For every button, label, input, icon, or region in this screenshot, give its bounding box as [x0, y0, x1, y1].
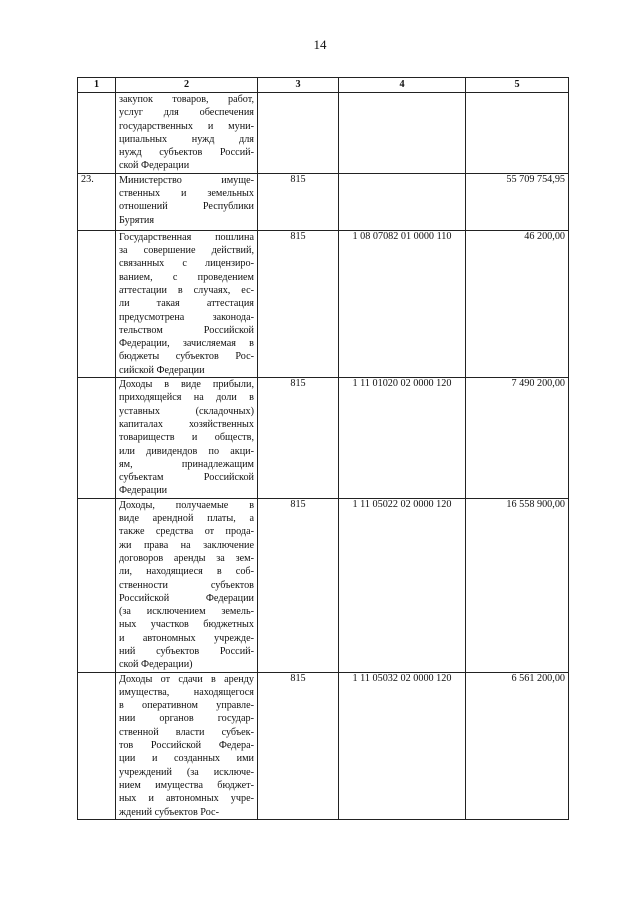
column-header: 2: [116, 78, 258, 93]
income-name-line: Федерации: [119, 485, 168, 497]
income-name-line: услуг для обеспечения: [119, 107, 254, 119]
income-name-line: ных участков бюджетных: [119, 619, 254, 631]
table-header-row: [78, 78, 569, 93]
income-name-line: государственных и муни-: [119, 120, 254, 132]
income-name-line: капиталах хозяйственных: [119, 418, 254, 430]
income-name-line: тов Российской Федера-: [119, 740, 254, 752]
income-name-line: нием имущества бюджет-: [119, 779, 254, 791]
income-name-line: закупок товаров, работ,: [119, 94, 254, 105]
income-name-line: ли такая аттестация: [119, 298, 254, 310]
row-number-cell: [78, 378, 116, 499]
admin-code-cell: [258, 93, 339, 174]
income-name-line: Государственная пошлина: [119, 231, 254, 243]
income-name-line: приходящейся на доли в: [119, 392, 254, 404]
income-name-line: ли, находящиеся в соб-: [119, 566, 254, 578]
income-name-line: учреждений (за исключе-: [119, 766, 254, 778]
income-name-line: Доходы, получаемые в: [119, 499, 254, 511]
budget-classification-code-cell: 1 11 05032 02 0000 120: [339, 672, 466, 819]
table-row: [78, 93, 569, 174]
income-name-cell: [116, 93, 258, 174]
income-name-line: ципальных нужд для: [119, 133, 254, 145]
budget-table: [77, 77, 569, 820]
admin-code-cell: 815: [258, 230, 339, 377]
income-name-line: Российской Федерации: [119, 592, 254, 604]
income-name-line: ственной власти субъек-: [119, 726, 254, 738]
admin-code-cell: 815: [258, 173, 339, 230]
income-name-line: договоров аренды за зем-: [119, 552, 254, 564]
income-name-line: за совершение действий,: [119, 245, 254, 257]
income-name-cell: [116, 230, 258, 377]
income-name-line: и автономных учрежде-: [119, 632, 254, 644]
income-name-line: жи права на заключение: [119, 539, 254, 551]
table-row: [78, 498, 569, 672]
income-name-line: связанных с лицензиро-: [119, 258, 254, 270]
income-name-line: ний субъектов Россий-: [119, 645, 254, 657]
income-name-line: ных и автономных учре-: [119, 793, 254, 805]
income-name-cell: [116, 672, 258, 819]
row-number-cell: [78, 498, 116, 672]
income-name-line: товариществ и обществ,: [119, 432, 254, 444]
budget-classification-code-cell: [339, 93, 466, 174]
row-number-cell: [78, 230, 116, 377]
income-name-line: или дивидендов по акци-: [119, 445, 254, 457]
table-row: [78, 672, 569, 819]
income-name-line: ям, принадлежащим: [119, 458, 254, 470]
income-name-line: ждений субъектов Рос-: [119, 806, 219, 818]
income-name-line: нии органов государ-: [119, 713, 254, 725]
row-number-cell: 23.: [78, 173, 116, 230]
row-number-cell: [78, 93, 116, 174]
income-name-line: имущества, находящегося: [119, 686, 254, 698]
admin-code-cell: 815: [258, 498, 339, 672]
amount-cell: 6 561 200,00: [466, 672, 569, 819]
amount-cell: 16 558 900,00: [466, 498, 569, 672]
budget-classification-code-cell: 1 11 05022 02 0000 120: [339, 498, 466, 672]
table-row: [78, 173, 569, 230]
income-name-line: уставных (складочных): [119, 405, 254, 417]
income-name-line: тельством Российской: [119, 324, 254, 336]
table-row: [78, 378, 569, 499]
income-name-cell: [116, 173, 258, 230]
amount-cell: [466, 93, 569, 174]
income-name-line: также средства от прода-: [119, 526, 254, 538]
income-name-cell: [116, 498, 258, 672]
amount-cell: 55 709 754,95: [466, 173, 569, 230]
amount-cell: 46 200,00: [466, 230, 569, 377]
admin-code-cell: 815: [258, 378, 339, 499]
income-name-line: предусмотрена законода-: [119, 311, 254, 323]
income-name-line: аттестации в случаях, ес-: [119, 284, 254, 296]
income-name-line: ванием, с проведением: [119, 271, 254, 283]
income-name-line: Федерации, зачисляемая в: [119, 338, 254, 350]
income-name-line: Доходы от сдачи в аренду: [119, 673, 254, 685]
income-name-line: бюджеты субъектов Рос-: [119, 351, 254, 363]
income-name-line: ственности субъектов: [119, 579, 254, 591]
budget-classification-code-cell: 1 11 01020 02 0000 120: [339, 378, 466, 499]
income-name-line: отношений Республики: [119, 201, 254, 213]
table-body: [78, 93, 569, 820]
income-name-line: ской Федерации): [119, 659, 193, 671]
row-number-cell: [78, 672, 116, 819]
budget-classification-code-cell: [339, 173, 466, 230]
income-name-line: ции и созданных ими: [119, 753, 254, 765]
budget-classification-code-cell: 1 08 07082 01 0000 110: [339, 230, 466, 377]
income-name-line: ской Федерации: [119, 160, 190, 172]
income-name-line: ственных и земельных: [119, 188, 254, 200]
income-name-line: нужд субъектов Россий-: [119, 147, 254, 159]
income-name-line: Министерство имуще-: [119, 174, 254, 186]
income-name-cell: [116, 378, 258, 499]
admin-code-cell: 815: [258, 672, 339, 819]
column-header: 3: [258, 78, 339, 93]
income-name-line: Доходы в виде прибыли,: [119, 379, 254, 391]
income-name-line: сийской Федерации: [119, 364, 205, 376]
income-name-line: в оперативном управле-: [119, 700, 254, 712]
income-name-line: Бурятия: [119, 214, 155, 226]
amount-cell: 7 490 200,00: [466, 378, 569, 499]
page-number: 14: [313, 37, 327, 52]
income-name-line: виде арендной платы, а: [119, 513, 254, 525]
column-header: 1: [78, 78, 116, 93]
column-header: 5: [466, 78, 569, 93]
table-row: [78, 230, 569, 377]
column-header: 4: [339, 78, 466, 93]
income-name-line: (за исключением земель-: [119, 606, 254, 618]
income-name-line: субъектам Российской: [119, 472, 254, 484]
